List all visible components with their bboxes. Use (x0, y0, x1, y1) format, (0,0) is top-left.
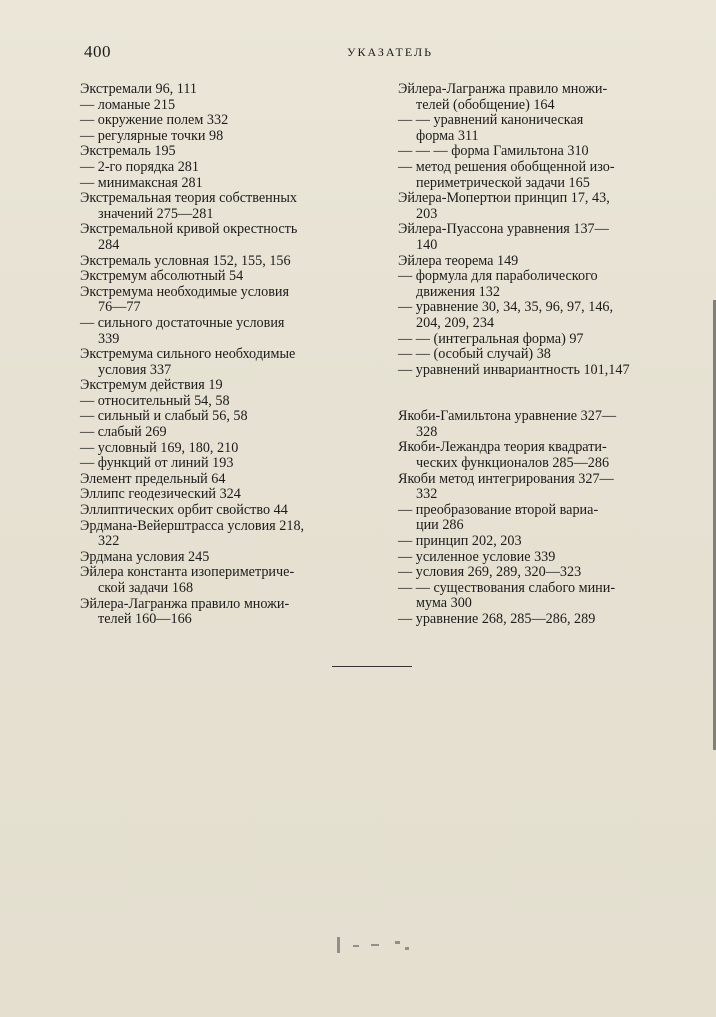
index-entry-continuation: 339 (98, 330, 120, 347)
index-entry-continuation: 76—77 (98, 299, 141, 316)
index-entry: — слабый 269 (80, 424, 167, 441)
index-entry: Экстремальной кривой окрестность (80, 221, 298, 238)
index-entry: — окружение полем 332 (80, 112, 229, 129)
index-entry: — условия 269, 289, 320—323 (398, 564, 582, 581)
index-entry: Экстремальная теория собственных (80, 190, 297, 207)
index-entry-continuation: 140 (416, 236, 438, 253)
index-group-jacobi (398, 409, 674, 627)
index-entry: Экстремум абсолютный 54 (80, 268, 244, 285)
index-entry: — условный 169, 180, 210 (80, 439, 239, 456)
index-entry: Эйлера-Лагранжа правило множи- (398, 81, 608, 97)
index-entry: Экстремаль 195 (80, 143, 176, 160)
index-entry: — уравнение 268, 285—286, 289 (398, 611, 596, 627)
index-entry: — — уравнений каноническая (398, 112, 584, 129)
index-entry: — уравнение 30, 34, 35, 96, 97, 146, (398, 299, 614, 316)
print-smudge-marks (333, 935, 413, 957)
index-entry-continuation: значений 275—281 (98, 205, 214, 222)
index-entry: — принцип 202, 203 (398, 533, 522, 550)
index-entry-continuation: ческих функционалов 285—286 (416, 455, 610, 472)
index-entry-continuation: телей (обобщение) 164 (416, 96, 555, 113)
index-entry-continuation: мума 300 (416, 595, 472, 612)
index-entry: — — — форма Гамильтона 310 (398, 143, 589, 160)
index-entry: — функций от линий 193 (80, 455, 234, 472)
index-entry: — формула для параболического (398, 268, 598, 285)
index-entry: — метод решения обобщенной изо- (398, 158, 615, 175)
index-entry: Эйлера теорема 149 (398, 252, 519, 269)
index-entry-continuation: 284 (98, 236, 120, 253)
index-entry: — регулярные точки 98 (80, 127, 224, 144)
index-entry: — ломаные 215 (80, 96, 176, 113)
index-entry-continuation: телей 160—166 (98, 611, 192, 628)
index-entry-continuation: 204, 209, 234 (416, 314, 495, 331)
index-column-right (398, 82, 674, 628)
index-entry-continuation: ской задачи 168 (98, 580, 194, 596)
index-entry-continuation: ции 286 (416, 517, 464, 534)
index-entry-continuation: 332 (416, 486, 438, 503)
index-entry: — относительный 54, 58 (80, 392, 230, 409)
index-entry: — минимаксная 281 (80, 174, 203, 191)
index-entry-continuation: периметрической задачи 165 (416, 174, 590, 191)
index-entry-continuation: условия 337 (98, 361, 172, 378)
index-entry: Эйлера-Лагранжа правило множи- (80, 595, 290, 612)
index-entry: Экстремаль условная 152, 155, 156 (80, 252, 291, 269)
index-entry: Эрдмана-Вейерштрасса условия 218, (80, 517, 305, 534)
index-entry: Эрдмана условия 245 (80, 548, 210, 565)
index-entry: — сильный и слабый 56, 58 (80, 408, 248, 425)
index-entry: Эллипс геодезический 324 (80, 486, 241, 503)
index-entry: Якоби метод интегрирования 327— (398, 470, 614, 487)
index-entry-continuation: движения 132 (416, 283, 500, 300)
index-entry: Якоби-Лежандра теория квадрати- (398, 439, 607, 456)
index-entry-continuation: 328 (416, 423, 438, 440)
index-entry: — преобразование второй вариа- (398, 501, 599, 518)
index-entry: — уравнений инвариантность 101,147 (398, 361, 630, 378)
index-entry: Экстремум действия 19 (80, 377, 223, 394)
end-rule (332, 666, 412, 667)
index-group-euler (398, 82, 674, 378)
index-entry: Экстремали 96, 111 (80, 81, 197, 97)
section-gap (398, 378, 674, 409)
index-entry: Экстремума необходимые условия (80, 283, 290, 300)
index-entry: — — (интегральная форма) 97 (398, 330, 584, 347)
index-entry-continuation: форма 311 (416, 127, 479, 144)
index-entry-continuation: 322 (98, 533, 120, 550)
page-number: 400 (84, 42, 111, 61)
index-entry: Якоби-Гамильтона уравнение 327— (398, 408, 617, 425)
index-column-left (80, 82, 356, 628)
index-entry: — — существования слабого мини- (398, 579, 616, 596)
index-entry: — 2-го порядка 281 (80, 158, 199, 175)
index-entry: Экстремума сильного необходимые (80, 346, 296, 363)
index-entry: Элемент предельный 64 (80, 470, 226, 487)
index-entry: — усиленное условие 339 (398, 548, 556, 565)
index-entry: Эйлера-Мопертюи принцип 17, 43, (398, 190, 610, 207)
index-entry-continuation: 203 (416, 205, 438, 222)
index-entry: — — (особый случай) 38 (398, 346, 551, 363)
index-entry: Эллиптических орбит свойство 44 (80, 502, 288, 519)
index-entry: — сильного достаточные условия (80, 314, 285, 331)
index-entry: Эйлера-Пуассона уравнения 137— (398, 221, 609, 238)
running-header: УКАЗАТЕЛЬ (347, 45, 434, 59)
index-entry: Эйлера константа изопериметриче- (80, 564, 295, 581)
